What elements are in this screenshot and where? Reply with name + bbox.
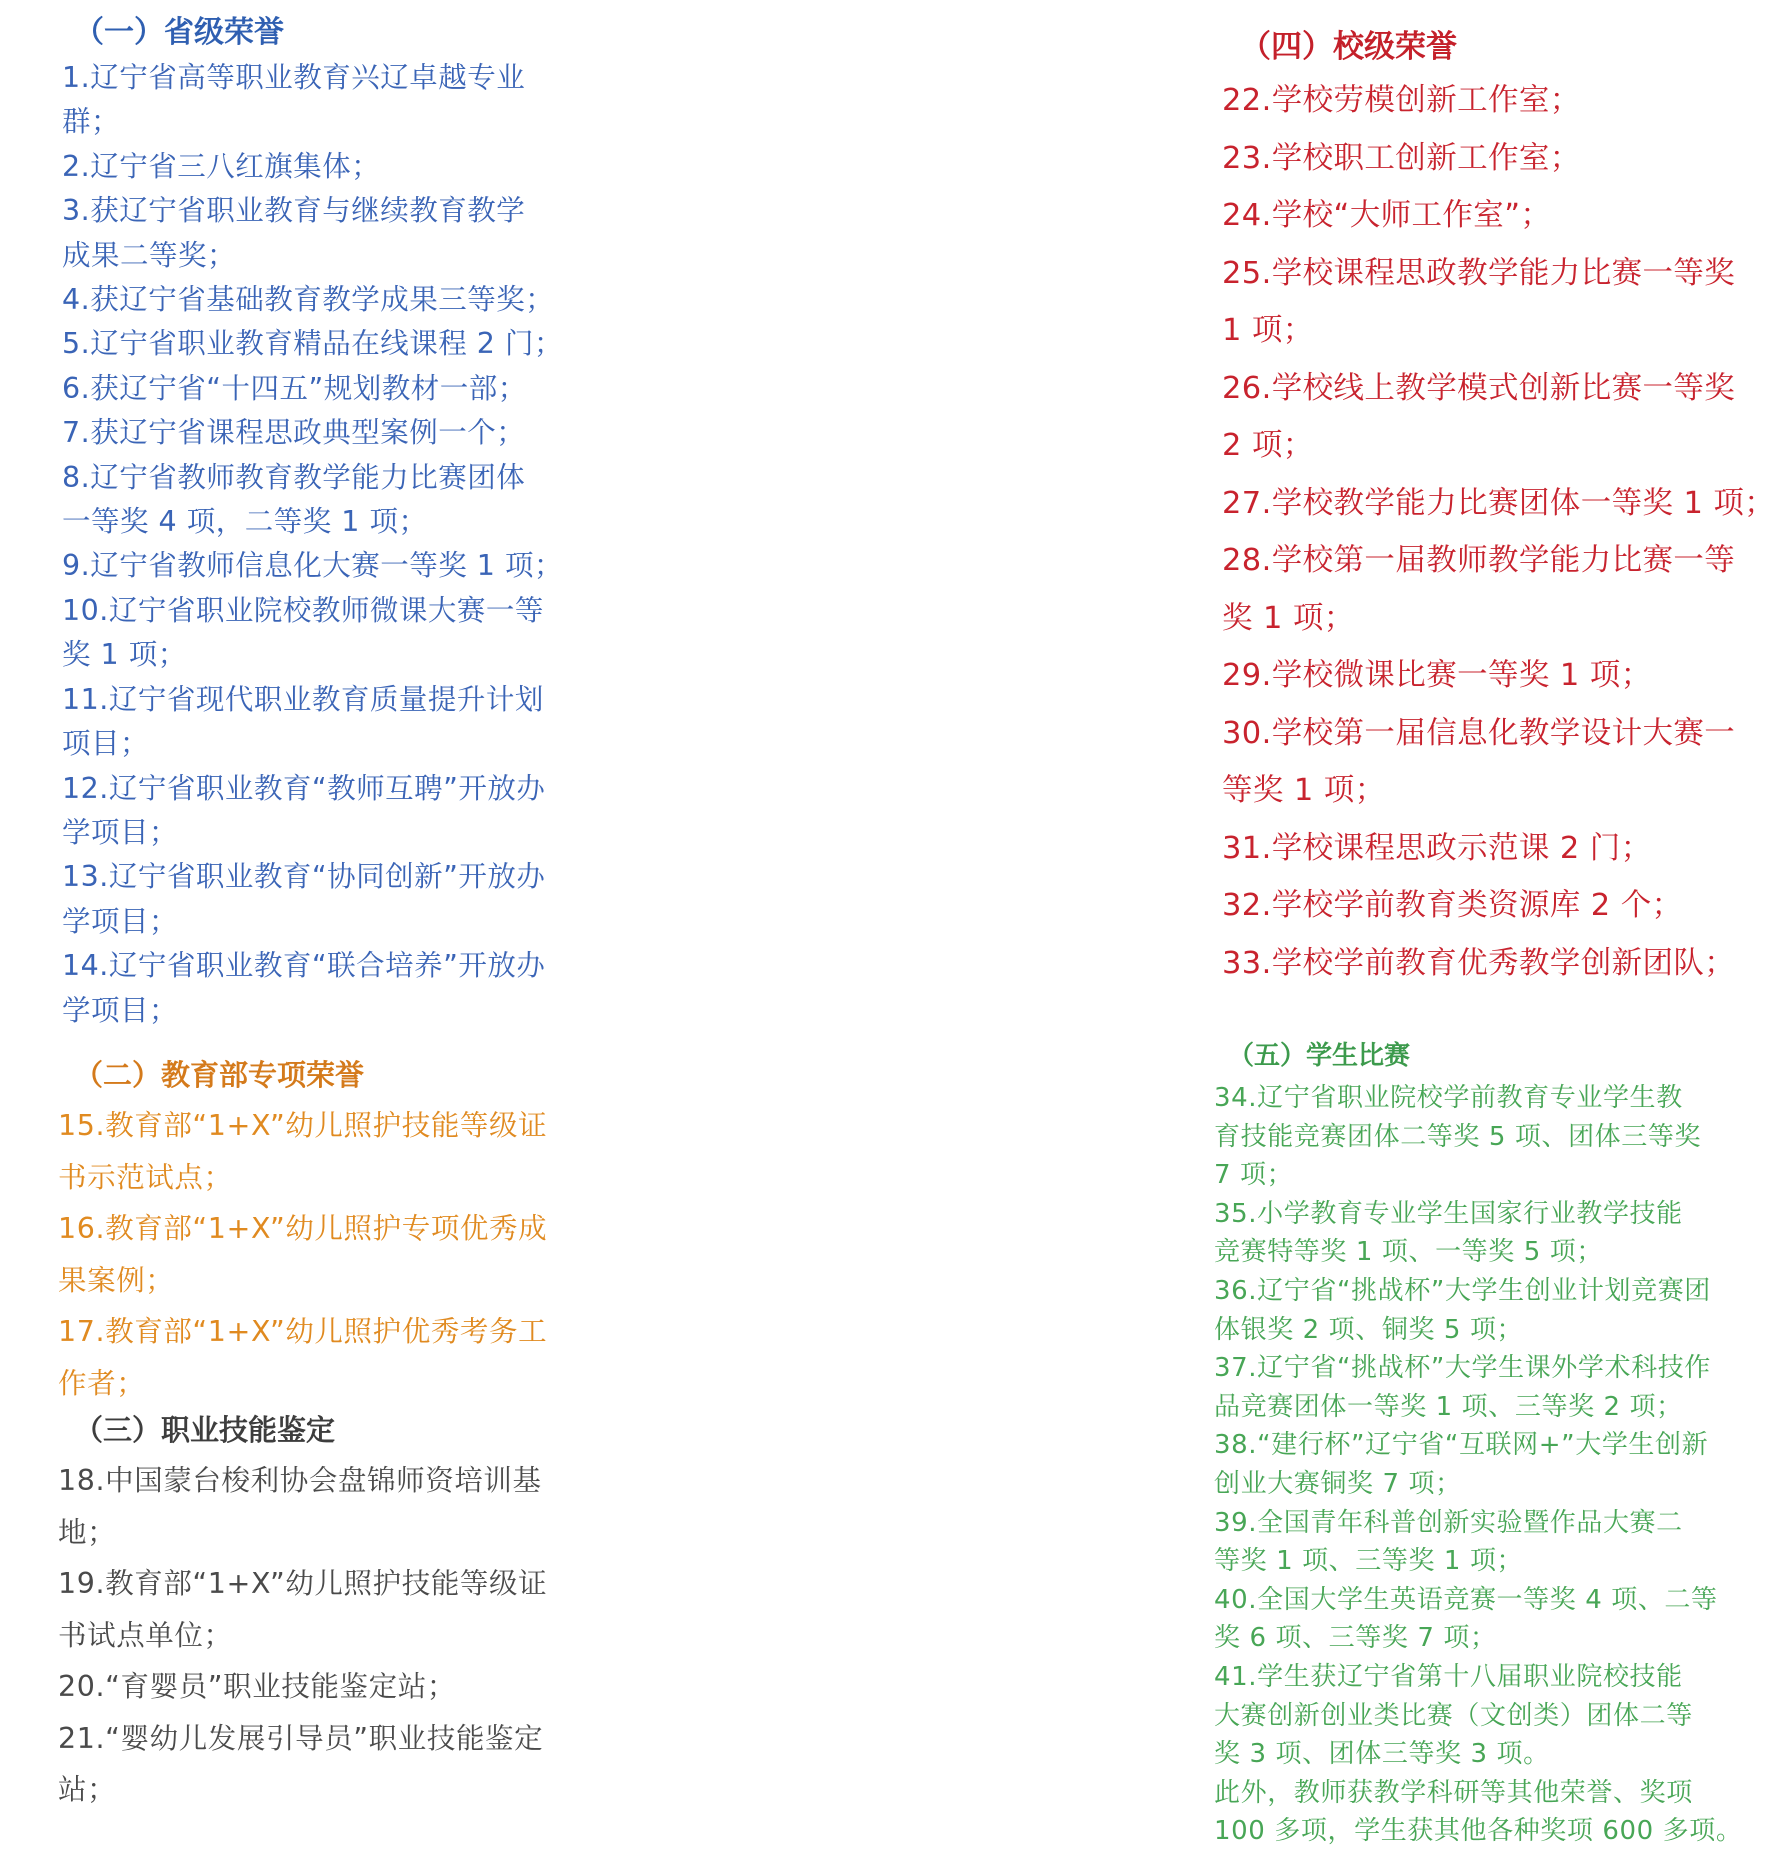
text-line: 群；: [62, 105, 121, 139]
text-line: 31.学校课程思政示范课 2 门；: [1222, 830, 1652, 866]
text-line: 果案例；: [58, 1263, 175, 1297]
skills-appraisal-list: [58, 1455, 578, 1816]
text-line: 竞赛特等奖 1 项、一等奖 5 项；: [1214, 1237, 1603, 1268]
text-line: 7 项；: [1214, 1160, 1294, 1191]
text-line: 奖 3 项、团体三等奖 3 项。: [1214, 1739, 1550, 1770]
text-line: 29.学校微课比赛一等奖 1 项；: [1222, 658, 1652, 693]
text-line: 32.学校学前教育类资源库 2 个；: [1222, 888, 1683, 923]
text-line: 书示范试点；: [58, 1160, 233, 1194]
text-line: 4.获辽宁省基础教育教学成果三等奖；: [62, 283, 555, 317]
text-line: 38.“建行杯”辽宁省“互联网+”大学生创新: [1214, 1430, 1709, 1461]
text-line: 23.学校职工创新工作室；: [1222, 140, 1581, 176]
text-line: 39.全国青年科普创新实验暨作品大赛二: [1214, 1507, 1683, 1538]
text-line: 11.辽宁省现代职业教育质量提升计划: [62, 682, 544, 716]
provincial-honors-list: [62, 56, 582, 1033]
text-line: 体银奖 2 项、铜奖 5 项；: [1214, 1314, 1524, 1345]
skills-appraisal-section: [58, 1405, 578, 1816]
text-line: 26.学校线上教学模式创新比赛一等奖: [1222, 370, 1736, 406]
text-line: 奖 1 项；: [62, 638, 187, 672]
text-line: 1.辽宁省高等职业教育兴辽卓越专业: [62, 61, 526, 94]
text-line: 30.学校第一届信息化教学设计大赛一: [1222, 715, 1736, 751]
text-line: 奖 6 项、三等奖 7 项；: [1214, 1623, 1497, 1654]
text-line: 7.获辽宁省课程思政典型案例一个；: [62, 416, 526, 450]
text-line: 地；: [58, 1515, 117, 1549]
text-line: 9.辽宁省教师信息化大赛一等奖 1 项；: [62, 549, 563, 583]
text-line: 一等奖 4 项，二等奖 1 项；: [62, 505, 428, 539]
school-honors-section: [1222, 22, 1782, 992]
text-line: 项目；: [62, 727, 150, 761]
text-line: 品竞赛团体一等奖 1 项、三等奖 2 项；: [1214, 1391, 1683, 1422]
text-line: 1 项；: [1222, 313, 1314, 348]
text-line: 学项目；: [62, 815, 179, 849]
text-line: 15.教育部“1+X”幼儿照护技能等级证: [58, 1109, 548, 1142]
student-competitions-section: [1214, 1033, 1743, 1851]
provincial-honors-heading: （一）省级荣誉: [74, 15, 284, 50]
text-line: 奖 1 项；: [1222, 600, 1355, 636]
skills-appraisal-heading: （三）职业技能鉴定: [74, 1413, 336, 1447]
text-line: 41.学生获辽宁省第十八届职业院校技能: [1214, 1661, 1683, 1692]
text-line: 作者；: [58, 1366, 146, 1400]
school-honors-heading: （四）校级荣誉: [1240, 29, 1457, 65]
ministry-honors-list: [58, 1100, 578, 1409]
text-line: 34.辽宁省职业院校学前教育专业学生教: [1214, 1083, 1683, 1113]
text-line: 25.学校课程思政教学能力比赛一等奖: [1222, 255, 1736, 291]
text-line: 大赛创新创业类比赛（文创类）团体二等: [1214, 1700, 1693, 1731]
text-line: 6.获辽宁省“十四五”规划教材一部；: [62, 371, 527, 405]
text-line: 36.辽宁省“挑战杯”大学生创业计划竞赛团: [1214, 1275, 1711, 1306]
ministry-honors-heading: （二）教育部专项荣誉: [74, 1058, 365, 1092]
text-line: 17.教育部“1+X”幼儿照护优秀考务工: [58, 1315, 548, 1348]
text-line: 33.学校学前教育优秀教学创新团队；: [1222, 945, 1736, 981]
text-line: 18.中国蒙台梭利协会盘锦师资培训基: [58, 1464, 542, 1497]
text-line: 成果二等奖；: [62, 238, 237, 272]
ministry-honors-section: [58, 1050, 578, 1409]
text-line: 14.辽宁省职业教育“联合培养”开放办: [62, 949, 546, 983]
text-line: 16.教育部“1+X”幼儿照护专项优秀成: [58, 1212, 548, 1245]
text-line: 等奖 1 项、三等奖 1 项；: [1214, 1546, 1524, 1577]
text-line: 20.“育婴员”职业技能鉴定站；: [58, 1670, 456, 1703]
text-line: 等奖 1 项；: [1222, 773, 1386, 808]
text-line: 5.辽宁省职业教育精品在线课程 2 门；: [62, 327, 563, 361]
text-line: 100 多项，学生获其他各种奖项 600 多项。: [1214, 1816, 1743, 1847]
text-line: 21.“婴幼儿发展引导员”职业技能鉴定: [58, 1721, 544, 1755]
text-line: 35.小学教育专业学生国家行业教学技能: [1214, 1198, 1683, 1229]
text-line: 此外，教师获教学科研等其他荣誉、奖项: [1214, 1777, 1693, 1808]
provincial-honors-section: [62, 10, 582, 1033]
text-line: 22.学校劳模创新工作室；: [1222, 83, 1581, 118]
text-line: 育技能竞赛团体二等奖 5 项、团体三等奖: [1214, 1121, 1702, 1152]
text-line: 学项目；: [62, 993, 179, 1027]
school-honors-list: [1222, 72, 1782, 992]
text-line: 13.辽宁省职业教育“协同创新”开放办: [62, 860, 546, 894]
text-line: 2.辽宁省三八红旗集体；: [62, 149, 381, 183]
text-line: 28.学校第一届教师教学能力比赛一等: [1222, 543, 1736, 578]
text-line: 12.辽宁省职业教育“教师互聘”开放办: [62, 771, 546, 805]
text-line: 27.学校教学能力比赛团体一等奖 1 项；: [1222, 485, 1776, 521]
text-line: 创业大赛铜奖 7 项；: [1214, 1468, 1462, 1499]
student-competitions-heading: （五）学生比赛: [1228, 1041, 1411, 1071]
text-line: 学项目；: [62, 904, 179, 938]
text-line: 24.学校“大师工作室”；: [1222, 198, 1552, 233]
text-line: 书试点单位；: [58, 1618, 233, 1652]
text-line: 8.辽宁省教师教育教学能力比赛团体: [62, 460, 526, 494]
text-line: 2 项；: [1222, 428, 1314, 463]
text-line: 19.教育部“1+X”幼儿照护技能等级证: [58, 1567, 548, 1600]
text-line: 站；: [58, 1773, 117, 1806]
text-line: 40.全国大学生英语竞赛一等奖 4 项、二等: [1214, 1584, 1718, 1615]
student-competitions-list: [1214, 1079, 1743, 1851]
text-line: 37.辽宁省“挑战杯”大学生课外学术科技作: [1214, 1353, 1711, 1384]
text-line: 3.获辽宁省职业教育与继续教育教学: [62, 194, 526, 228]
text-line: 10.辽宁省职业院校教师微课大赛一等: [62, 593, 544, 627]
